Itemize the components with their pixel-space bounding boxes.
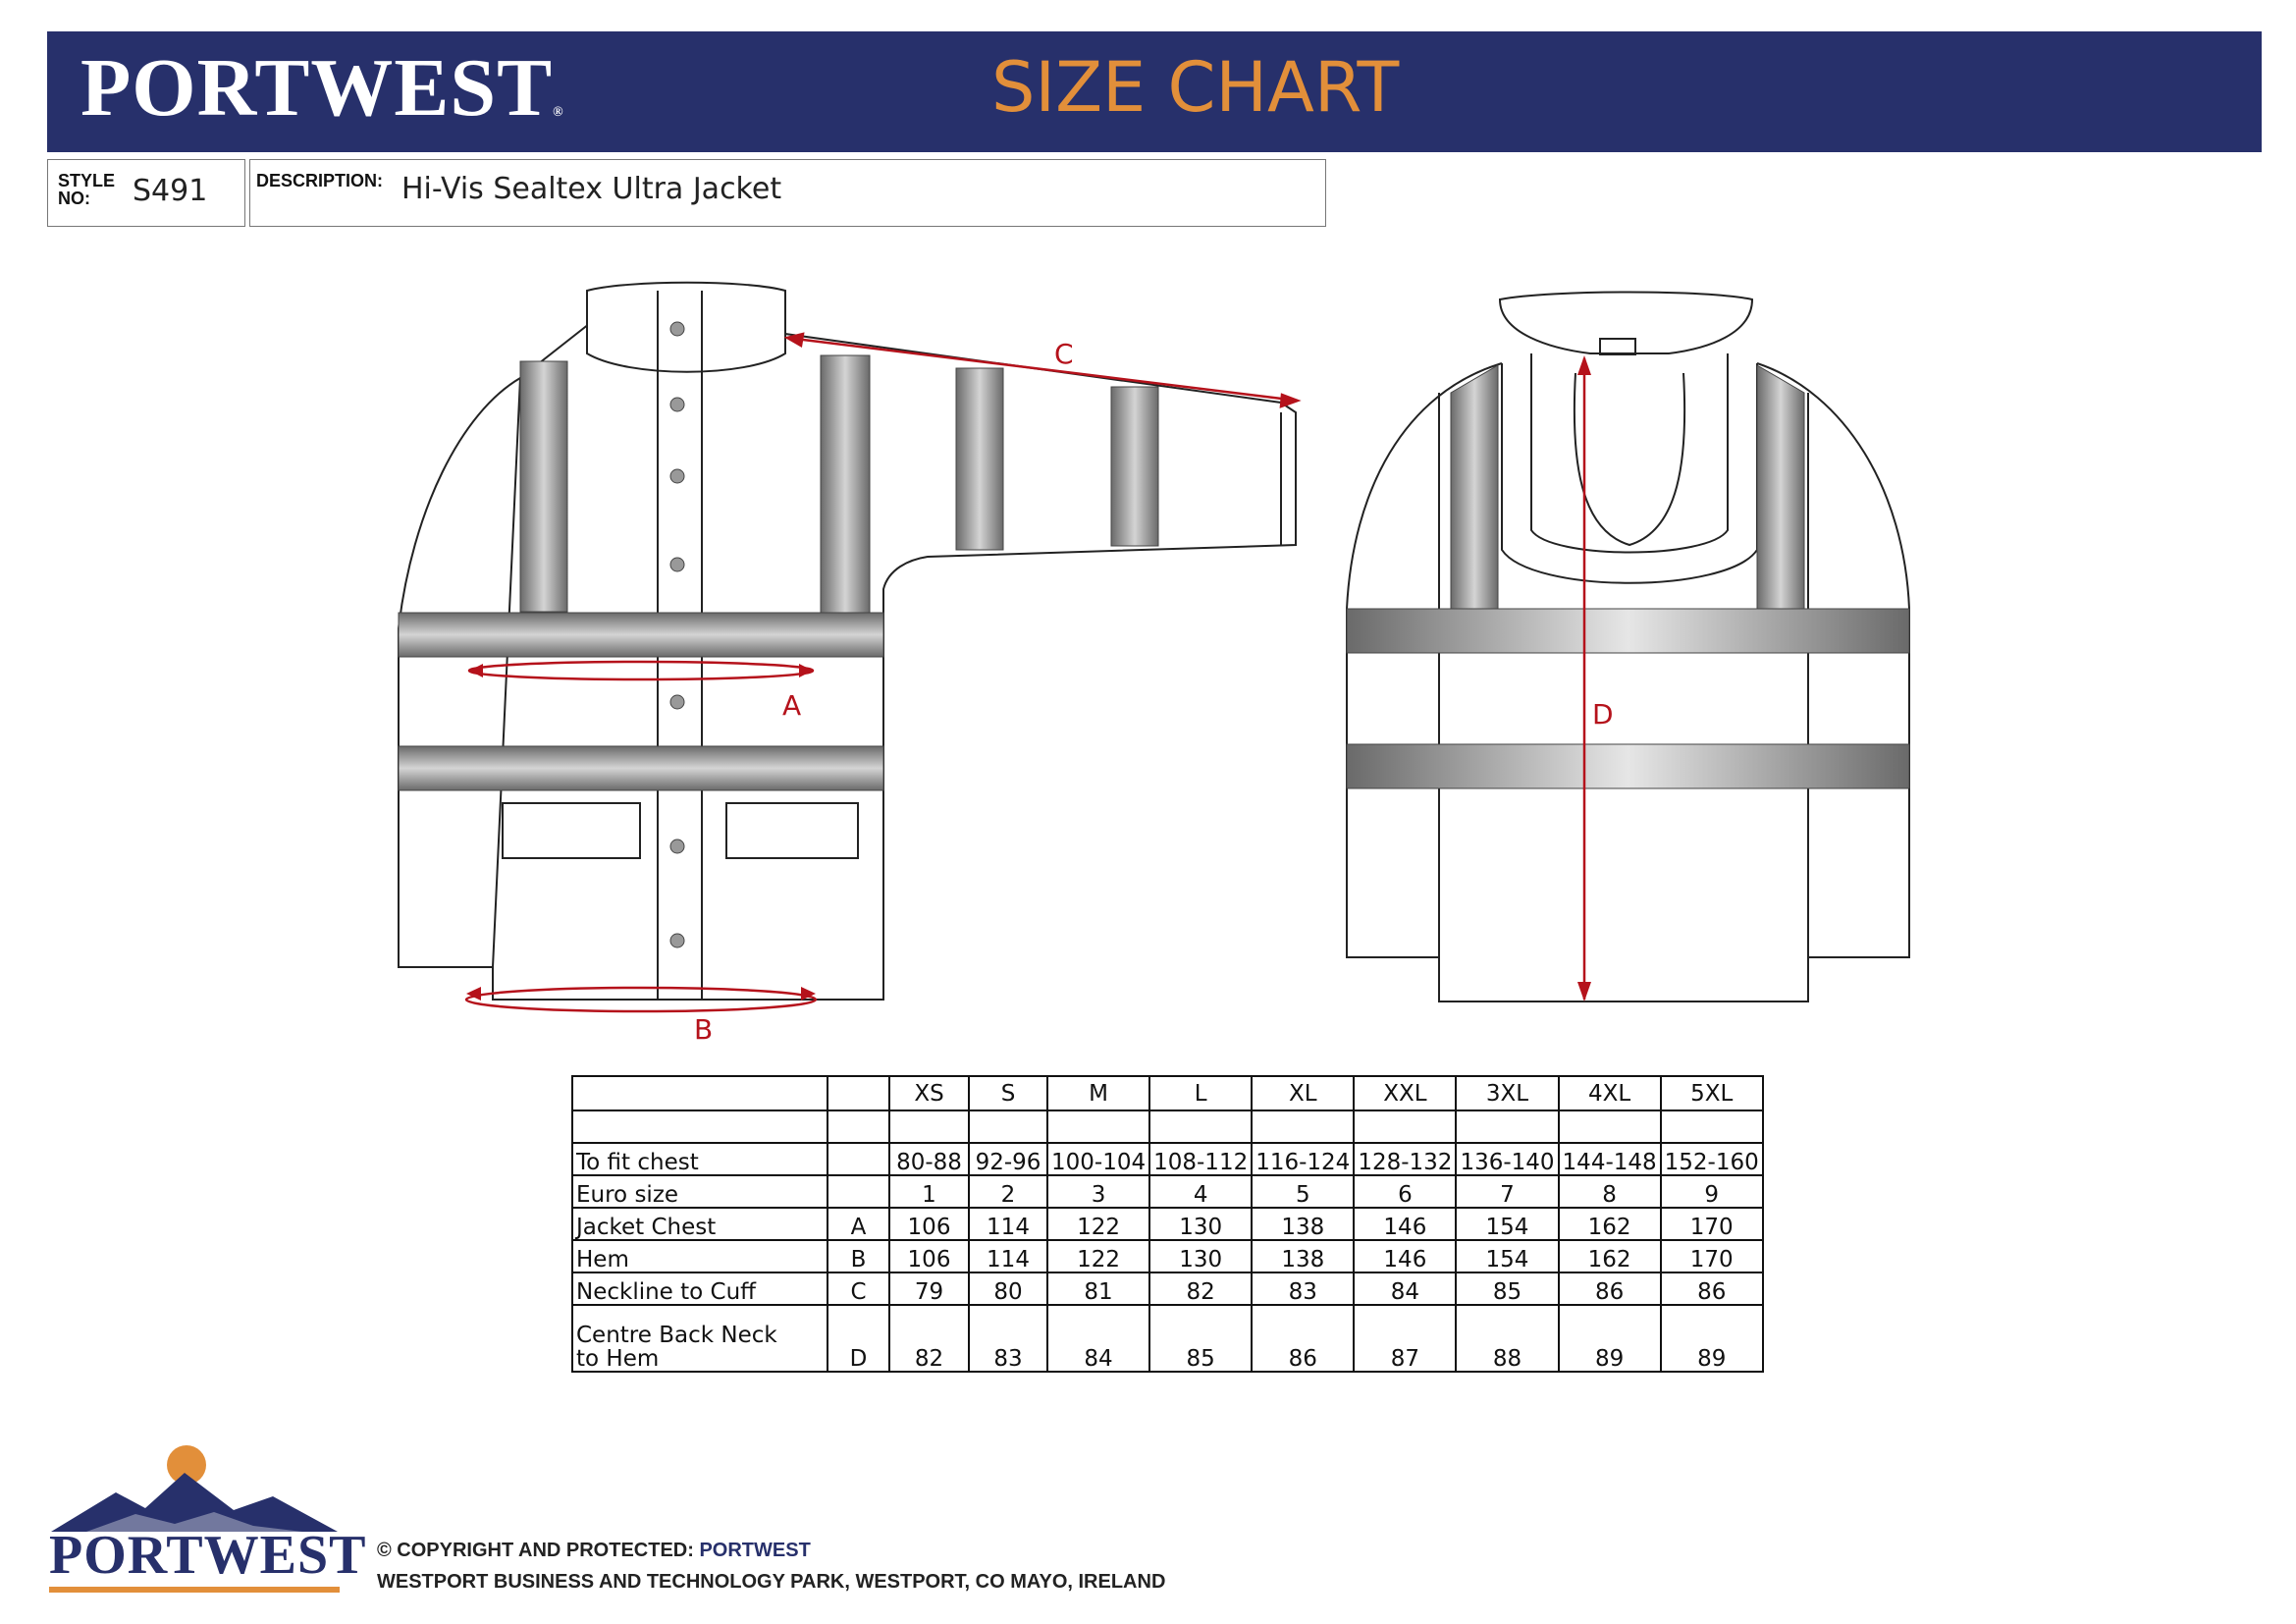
description-value: Hi-Vis Sealtex Ultra Jacket bbox=[401, 172, 782, 206]
size-header-row bbox=[572, 1076, 1763, 1110]
cell: 144-148 bbox=[1559, 1143, 1661, 1175]
cell: 154 bbox=[1456, 1240, 1558, 1272]
description-label: DESCRIPTION: bbox=[256, 171, 384, 190]
cell: 88 bbox=[1456, 1305, 1558, 1372]
cell: 138 bbox=[1252, 1208, 1354, 1240]
cell: 1 bbox=[889, 1175, 969, 1208]
footer-brand: PORTWEST bbox=[49, 1525, 367, 1586]
cell: 170 bbox=[1661, 1240, 1763, 1272]
size-s: S bbox=[969, 1076, 1047, 1110]
cell: 122 bbox=[1047, 1208, 1149, 1240]
cell: 80 bbox=[969, 1272, 1047, 1305]
cell: 84 bbox=[1047, 1305, 1149, 1372]
cell: 114 bbox=[969, 1208, 1047, 1240]
table-row bbox=[572, 1240, 1763, 1272]
cell: 170 bbox=[1661, 1208, 1763, 1240]
cell: 138 bbox=[1252, 1240, 1354, 1272]
row-code: C bbox=[828, 1272, 889, 1305]
cell: 83 bbox=[969, 1305, 1047, 1372]
cell: 85 bbox=[1456, 1272, 1558, 1305]
cell: 122 bbox=[1047, 1240, 1149, 1272]
row-name: To fit chest bbox=[572, 1143, 828, 1175]
label-c: C bbox=[1054, 338, 1074, 370]
cell: 162 bbox=[1559, 1240, 1661, 1272]
label-d: D bbox=[1592, 698, 1614, 731]
table-row bbox=[572, 1305, 1763, 1372]
cell: 7 bbox=[1456, 1175, 1558, 1208]
cell: 84 bbox=[1354, 1272, 1456, 1305]
label-b: B bbox=[694, 1013, 714, 1046]
cell: 116-124 bbox=[1252, 1143, 1354, 1175]
spacer-row bbox=[572, 1110, 1763, 1143]
cell: 100-104 bbox=[1047, 1143, 1149, 1175]
cell: 9 bbox=[1661, 1175, 1763, 1208]
header-code-blank bbox=[828, 1076, 889, 1110]
cell: 4 bbox=[1149, 1175, 1252, 1208]
row-name: Neckline to Cuff bbox=[572, 1272, 828, 1305]
row-name: Jacket Chest bbox=[572, 1208, 828, 1240]
copyright-notice: © COPYRIGHT AND PROTECTED: PORTWEST bbox=[377, 1540, 811, 1561]
size-m: M bbox=[1047, 1076, 1149, 1110]
size-xl: XL bbox=[1252, 1076, 1354, 1110]
row-code: D bbox=[828, 1305, 889, 1372]
table-row bbox=[572, 1272, 1763, 1305]
cell: 82 bbox=[1149, 1272, 1252, 1305]
cell: 146 bbox=[1354, 1208, 1456, 1240]
style-label: STYLE NO: bbox=[58, 171, 116, 208]
row-name: Centre Back Neck to Hem bbox=[572, 1305, 828, 1372]
cell: 92-96 bbox=[969, 1143, 1047, 1175]
cell: 162 bbox=[1559, 1208, 1661, 1240]
label-a: A bbox=[782, 689, 802, 722]
cell: 85 bbox=[1149, 1305, 1252, 1372]
cell: 5 bbox=[1252, 1175, 1354, 1208]
size-table bbox=[571, 1075, 1764, 1373]
header-blank bbox=[572, 1076, 828, 1110]
brand-logo: PORTWEST® bbox=[80, 42, 564, 134]
cell: 130 bbox=[1149, 1208, 1252, 1240]
row-code bbox=[828, 1143, 889, 1175]
cell: 106 bbox=[889, 1240, 969, 1272]
row-name: Euro size bbox=[572, 1175, 828, 1208]
row-code bbox=[828, 1175, 889, 1208]
cell: 3 bbox=[1047, 1175, 1149, 1208]
company-address: WESTPORT BUSINESS AND TECHNOLOGY PARK, WESTPORT, CO MAYO, IRELAND bbox=[377, 1571, 1166, 1593]
cell: 83 bbox=[1252, 1272, 1354, 1305]
cell: 130 bbox=[1149, 1240, 1252, 1272]
table-row bbox=[572, 1208, 1763, 1240]
size-xs: XS bbox=[889, 1076, 969, 1110]
cell: 154 bbox=[1456, 1208, 1558, 1240]
row-name: Hem bbox=[572, 1240, 828, 1272]
cell: 89 bbox=[1661, 1305, 1763, 1372]
cell: 136-140 bbox=[1456, 1143, 1558, 1175]
cell: 86 bbox=[1661, 1272, 1763, 1305]
cell: 2 bbox=[969, 1175, 1047, 1208]
cell: 152-160 bbox=[1661, 1143, 1763, 1175]
row-code: A bbox=[828, 1208, 889, 1240]
cell: 86 bbox=[1559, 1272, 1661, 1305]
style-number: S491 bbox=[133, 174, 208, 208]
cell: 146 bbox=[1354, 1240, 1456, 1272]
size-3xl: 3XL bbox=[1456, 1076, 1558, 1110]
table-row bbox=[572, 1143, 1763, 1175]
cell: 79 bbox=[889, 1272, 969, 1305]
size-4xl: 4XL bbox=[1559, 1076, 1661, 1110]
cell: 108-112 bbox=[1149, 1143, 1252, 1175]
cell: 128-132 bbox=[1354, 1143, 1456, 1175]
size-xxl: XXL bbox=[1354, 1076, 1456, 1110]
cell: 87 bbox=[1354, 1305, 1456, 1372]
cell: 8 bbox=[1559, 1175, 1661, 1208]
page-title: SIZE CHART bbox=[991, 47, 1400, 128]
row-code: B bbox=[828, 1240, 889, 1272]
table-row bbox=[572, 1175, 1763, 1208]
size-l: L bbox=[1149, 1076, 1252, 1110]
cell: 114 bbox=[969, 1240, 1047, 1272]
cell: 81 bbox=[1047, 1272, 1149, 1305]
cell: 89 bbox=[1559, 1305, 1661, 1372]
cell: 82 bbox=[889, 1305, 969, 1372]
cell: 86 bbox=[1252, 1305, 1354, 1372]
cell: 80-88 bbox=[889, 1143, 969, 1175]
cell: 106 bbox=[889, 1208, 969, 1240]
cell: 6 bbox=[1354, 1175, 1456, 1208]
size-5xl: 5XL bbox=[1661, 1076, 1763, 1110]
